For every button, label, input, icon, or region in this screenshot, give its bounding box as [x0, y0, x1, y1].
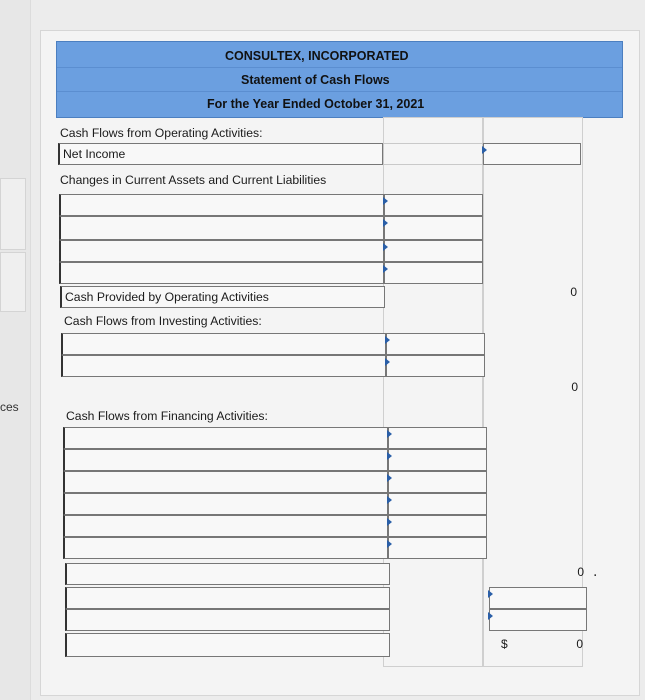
net-change-desc-input[interactable] — [65, 563, 390, 585]
statement-header — [56, 41, 623, 118]
financing-desc-input[interactable] — [63, 493, 388, 515]
statement-title: Statement of Cash Flows — [241, 73, 390, 87]
financing-subtotal-value: 0 — [577, 565, 584, 579]
operating-subtotal-value: 0 — [570, 285, 577, 299]
operating-adjustment-amount-input[interactable] — [384, 240, 483, 262]
financing-amount-input[interactable] — [388, 471, 487, 493]
currency-symbol: $ — [501, 637, 508, 651]
financing-heading: Cash Flows from Financing Activities: — [66, 409, 268, 423]
ending-cash-total-input[interactable] — [489, 609, 587, 631]
operating-adjustment-desc-input[interactable] — [59, 216, 384, 240]
operating-adjustment-desc-input[interactable] — [59, 194, 384, 216]
financing-desc-input[interactable] — [63, 471, 388, 493]
operating-adjustment-amount-input[interactable] — [384, 194, 483, 216]
investing-subtotal-value: 0 — [571, 380, 578, 394]
financing-amount-input[interactable] — [388, 427, 487, 449]
investing-desc-input[interactable] — [61, 333, 386, 355]
final-desc-input[interactable] — [65, 633, 390, 657]
net-income-total-input[interactable] — [483, 143, 581, 165]
net-income-amount-cell — [383, 143, 483, 165]
cash-flow-worksheet — [40, 30, 640, 696]
beginning-cash-desc-input[interactable] — [65, 587, 390, 609]
investing-amount-input[interactable] — [386, 355, 485, 377]
operating-adjustment-desc-input[interactable] — [59, 240, 384, 262]
operating-heading: Cash Flows from Operating Activities: — [60, 126, 263, 140]
investing-desc-input[interactable] — [61, 355, 386, 377]
statement-period: For the Year Ended October 31, 2021 — [207, 97, 425, 111]
financing-desc-input[interactable] — [63, 537, 388, 559]
financing-amount-input[interactable] — [388, 449, 487, 471]
changes-heading: Changes in Current Assets and Current Liabilities — [60, 173, 327, 187]
side-panel-box — [0, 252, 26, 312]
side-panel — [0, 0, 31, 700]
financing-amount-input[interactable] — [388, 537, 487, 559]
operating-adjustment-amount-input[interactable] — [384, 216, 483, 240]
financing-desc-input[interactable] — [63, 515, 388, 537]
operating-adjustment-amount-input[interactable] — [384, 262, 483, 284]
financing-amount-input[interactable] — [388, 515, 487, 537]
side-panel-box — [0, 178, 26, 250]
net-income-label: Net Income — [63, 147, 126, 161]
financing-desc-input[interactable] — [63, 449, 388, 471]
operating-adjustment-desc-input[interactable] — [59, 262, 384, 284]
ending-cash-desc-input[interactable] — [65, 609, 390, 631]
trailing-dot: . — [593, 563, 598, 580]
investing-heading: Cash Flows from Investing Activities: — [64, 314, 262, 328]
side-fragment-label: ces — [0, 400, 19, 414]
financing-amount-input[interactable] — [388, 493, 487, 515]
operating-subtotal-label-field[interactable] — [60, 286, 385, 308]
final-total-value: 0 — [576, 637, 583, 651]
company-name: CONSULTEX, INCORPORATED — [225, 49, 409, 63]
beginning-cash-total-input[interactable] — [489, 587, 587, 609]
investing-amount-input[interactable] — [386, 333, 485, 355]
net-income-label-field[interactable] — [58, 143, 383, 165]
operating-subtotal-label: Cash Provided by Operating Activities — [65, 290, 269, 304]
financing-desc-input[interactable] — [63, 427, 388, 449]
